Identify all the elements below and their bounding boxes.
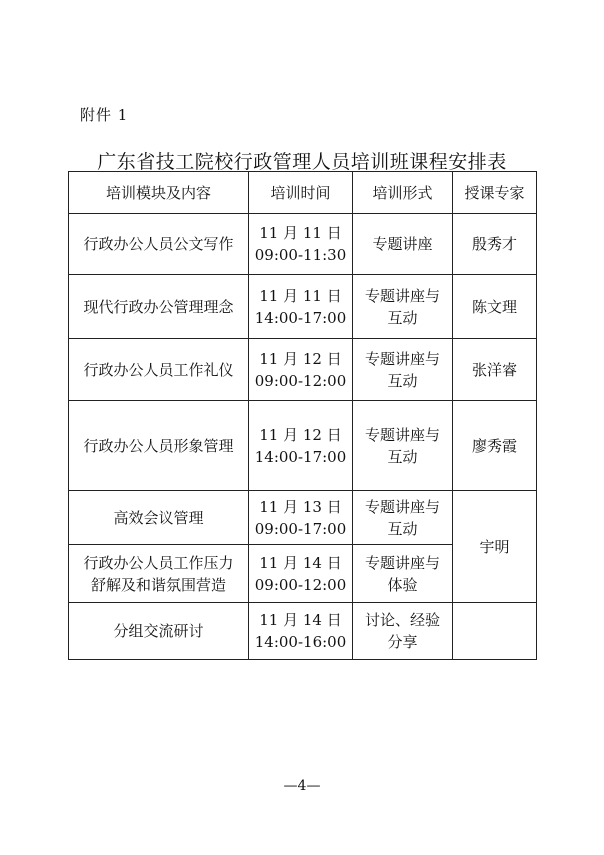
cell-form: 专题讲座与 互动 <box>353 275 453 339</box>
cell-form: 讨论、经验 分享 <box>353 603 453 660</box>
header-content: 培训模块及内容 <box>69 172 249 214</box>
cell-time: 11 月 12 日 14:00-17:00 <box>249 401 353 491</box>
cell-expert: 陈文理 <box>453 275 537 339</box>
cell-form: 专题讲座 <box>353 214 453 275</box>
cell-time: 11 月 12 日 09:00-12:00 <box>249 339 353 401</box>
cell-content: 高效会议管理 <box>69 491 249 545</box>
cell-form: 专题讲座与 互动 <box>353 339 453 401</box>
cell-content: 分组交流研讨 <box>69 603 249 660</box>
cell-content: 现代行政办公管理理念 <box>69 275 249 339</box>
cell-expert: 廖秀霞 <box>453 401 537 491</box>
page-number: —4— <box>283 778 321 794</box>
cell-content: 行政办公人员形象管理 <box>69 401 249 491</box>
cell-form: 专题讲座与 互动 <box>353 401 453 491</box>
schedule-table <box>68 171 537 660</box>
cell-form: 专题讲座与 体验 <box>353 545 453 603</box>
table-header-row <box>69 172 537 214</box>
cell-time: 11 月 11 日 09:00-11:30 <box>249 214 353 275</box>
header-time: 培训时间 <box>249 172 353 214</box>
table-row <box>69 401 537 491</box>
cell-time: 11 月 11 日 14:00-17:00 <box>249 275 353 339</box>
cell-time: 11 月 14 日 09:00-12:00 <box>249 545 353 603</box>
table-row <box>69 603 537 660</box>
cell-expert: 张洋睿 <box>453 339 537 401</box>
header-expert: 授课专家 <box>453 172 537 214</box>
header-form: 培训形式 <box>353 172 453 214</box>
cell-time: 11 月 14 日 14:00-16:00 <box>249 603 353 660</box>
table-row <box>69 275 537 339</box>
cell-time: 11 月 13 日 09:00-17:00 <box>249 491 353 545</box>
cell-content: 行政办公人员公文写作 <box>69 214 249 275</box>
cell-form: 专题讲座与 互动 <box>353 491 453 545</box>
cell-expert: 宇明 <box>453 491 537 603</box>
document-title: 广东省技工院校行政管理人员培训班课程安排表 <box>97 151 507 173</box>
table-row <box>69 214 537 275</box>
cell-content: 行政办公人员工作压力 舒解及和谐氛围营造 <box>69 545 249 603</box>
cell-content: 行政办公人员工作礼仪 <box>69 339 249 401</box>
table-row <box>69 339 537 401</box>
attachment-label: 附件 1 <box>80 106 129 124</box>
table-row <box>69 491 537 545</box>
cell-expert: 殷秀才 <box>453 214 537 275</box>
cell-expert <box>453 603 537 660</box>
